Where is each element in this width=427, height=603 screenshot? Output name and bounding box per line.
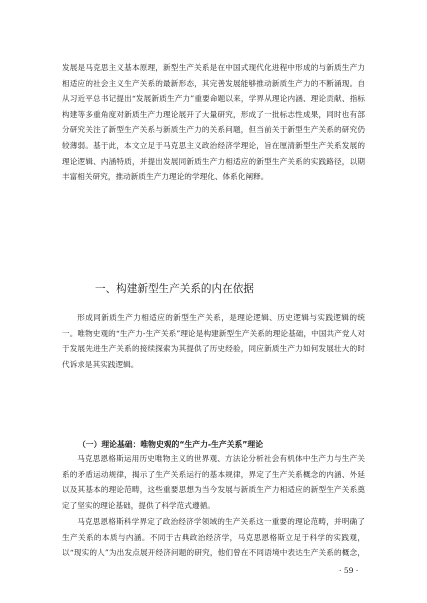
section-intro-paragraph: 形成同新质生产力相适应的新型生产关系，是理论逻辑、历史逻辑与实践逻辑的统一。唯物史观的“生产力-生产关系”理论是构建新型生产关系的理论基础，中国共产党人对于发展先进生产关系的接续探索为其提供了历史经验，同应新质生产力如何发展壮大的时代诉求是其实践逻辑。	[62, 313, 365, 369]
marx-history-text: 马克思恩格斯科学界定了政治经济学领域的生产关系这一重要的理论范畴，并明确了生产关系的本质与内涵。不同于古典政治经济学，马克思恩格斯立足于科学的实践观，以“现实的人”为出发点展开经济问题的研究，他们曾在不同语境中表达生产关系的概念，	[62, 517, 365, 558]
intro-paragraph: 发展是马克思主义基本原理，新型生产关系是在中国式现代化进程中形成的与新质生产力相适应的社会主义生产关系的最新形态，其完善发展能够推动新质生产力的不断涌现。自从习近平总书记提出“发展新质生产力”重要命题以来，学界从理论内涵、理论贡献、指标构建等多重角度对新质生产力理论展开了大量研究，形成了一批标志性成果，同时也有部分研究关注了新型生产关系与新质生产力的关系问题，但当前关于新型生产关系的研究仍较薄弱。基于此，本文立足于马克思主义政治经济学理论，旨在厘清新型生产关系发展的理论逻辑、内涵特质，并提出发展同新质生产力相适应的新型生产关系的实践路径，以期丰富相关研究，推动新质生产力理论的学理化、体系化阐释。	[62, 63, 365, 182]
marx-overview-paragraph: 马克思恩格斯运用历史唯物主义的世界观、方法论分析社会有机体中生产力与生产关系的矛盾运动规律，揭示了生产关系运行的基本规律，界定了生产关系概念的内涵、外延以及其基本的理论范畴，这些重要思想为当今发展与新质生产力相适应的新型生产关系奠定了坚实的理论基础，提供了科学范式遵循。	[62, 454, 365, 510]
marx-history-paragraph	[62, 514, 365, 561]
page-number: · 59 ·	[339, 566, 359, 575]
subsection-heading: （一）理论基础：唯物史观的“生产力-生产关系”理论	[78, 440, 264, 449]
section-heading: 一、构建新型生产关系的内在依据	[95, 283, 254, 295]
